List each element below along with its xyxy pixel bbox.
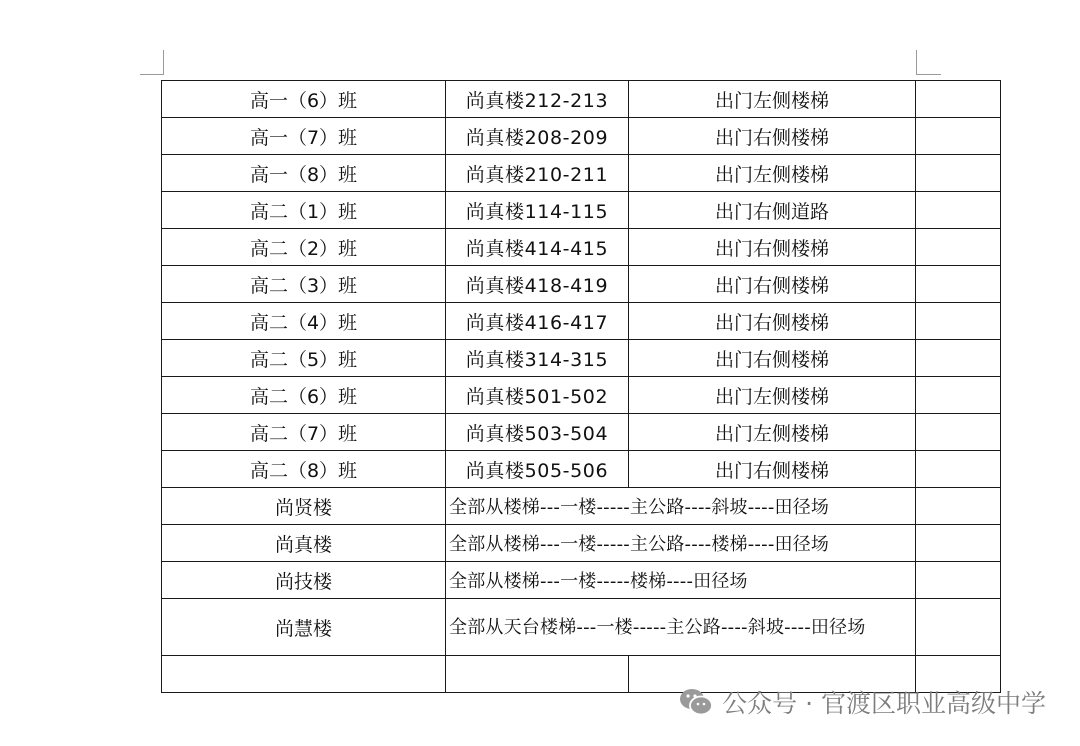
empty-cell	[916, 599, 1001, 656]
building-route-row	[162, 525, 1001, 562]
room-cell: 尚真楼212-213	[446, 81, 629, 118]
exit-direction-cell: 出门左侧楼梯	[629, 81, 916, 118]
building-route-row	[162, 599, 1001, 656]
route-cell: 全部从楼梯---一楼-----楼梯----田径场	[446, 562, 916, 599]
empty-cell	[916, 229, 1001, 266]
room-cell: 尚真楼114-115	[446, 192, 629, 229]
watermark-text: 公众号 · 官渡区职业高级中学	[722, 689, 1046, 718]
exit-direction-cell: 出门左侧楼梯	[629, 377, 916, 414]
building-name-cell: 尚贤楼	[162, 488, 446, 525]
class-name-cell: 高一（6）班	[162, 81, 446, 118]
building-name-cell: 尚技楼	[162, 562, 446, 599]
exit-direction-cell: 出门左侧楼梯	[629, 155, 916, 192]
exit-direction-cell: 出门左侧楼梯	[629, 414, 916, 451]
empty-cell	[916, 155, 1001, 192]
class-name-cell: 高二（3）班	[162, 266, 446, 303]
exit-direction-cell: 出门右侧道路	[629, 192, 916, 229]
room-cell: 尚真楼416-417	[446, 303, 629, 340]
route-cell: 全部从楼梯---一楼-----主公路----楼梯----田径场	[446, 525, 916, 562]
empty-cell	[916, 266, 1001, 303]
route-cell: 全部从楼梯---一楼-----主公路----斜坡----田径场	[446, 488, 916, 525]
table-row	[162, 192, 1001, 229]
table-row	[162, 303, 1001, 340]
class-name-cell: 高一（7）班	[162, 118, 446, 155]
room-cell: 尚真楼501-502	[446, 377, 629, 414]
exit-direction-cell: 出门右侧楼梯	[629, 303, 916, 340]
empty-cell	[916, 192, 1001, 229]
empty-cell	[916, 118, 1001, 155]
exit-direction-cell: 出门右侧楼梯	[629, 229, 916, 266]
class-name-cell: 高二（6）班	[162, 377, 446, 414]
room-cell: 尚真楼503-504	[446, 414, 629, 451]
table-row	[162, 414, 1001, 451]
building-route-row	[162, 488, 1001, 525]
empty-cell	[916, 340, 1001, 377]
crop-mark-top-right	[916, 50, 941, 75]
room-cell: 尚真楼418-419	[446, 266, 629, 303]
class-name-cell: 高一（8）班	[162, 155, 446, 192]
empty-cell	[916, 377, 1001, 414]
room-cell: 尚真楼414-415	[446, 229, 629, 266]
table-row	[162, 377, 1001, 414]
building-name-cell: 尚真楼	[162, 525, 446, 562]
room-cell: 尚真楼505-506	[446, 451, 629, 488]
empty-cell	[916, 303, 1001, 340]
class-name-cell: 高二（2）班	[162, 229, 446, 266]
building-route-row	[162, 562, 1001, 599]
empty-cell	[916, 488, 1001, 525]
table-row	[162, 118, 1001, 155]
class-name-cell: 高二（5）班	[162, 340, 446, 377]
table-row	[162, 266, 1001, 303]
empty-cell	[916, 81, 1001, 118]
route-cell: 全部从天台楼梯---一楼-----主公路----斜坡----田径场	[446, 599, 916, 656]
exit-direction-cell: 出门右侧楼梯	[629, 340, 916, 377]
room-cell: 尚真楼208-209	[446, 118, 629, 155]
wechat-icon	[678, 687, 714, 717]
building-name-cell: 尚慧楼	[162, 599, 446, 656]
table-row	[162, 155, 1001, 192]
empty-cell	[916, 525, 1001, 562]
crop-mark-top-left	[140, 50, 164, 75]
table-row	[162, 229, 1001, 266]
empty-cell	[916, 451, 1001, 488]
empty-cell	[916, 562, 1001, 599]
exit-direction-cell: 出门右侧楼梯	[629, 451, 916, 488]
empty-cell	[916, 414, 1001, 451]
class-name-cell: 高二（7）班	[162, 414, 446, 451]
class-name-cell: 高二（8）班	[162, 451, 446, 488]
room-cell: 尚真楼314-315	[446, 340, 629, 377]
table-row	[162, 81, 1001, 118]
room-cell: 尚真楼210-211	[446, 155, 629, 192]
evacuation-route-table	[161, 80, 1001, 693]
table-row	[162, 451, 1001, 488]
table-row	[162, 340, 1001, 377]
class-name-cell: 高二（4）班	[162, 303, 446, 340]
exit-direction-cell: 出门右侧楼梯	[629, 118, 916, 155]
empty-cell	[446, 656, 629, 693]
class-name-cell: 高二（1）班	[162, 192, 446, 229]
exit-direction-cell: 出门右侧楼梯	[629, 266, 916, 303]
watermark	[678, 684, 1046, 720]
empty-cell	[162, 656, 446, 693]
